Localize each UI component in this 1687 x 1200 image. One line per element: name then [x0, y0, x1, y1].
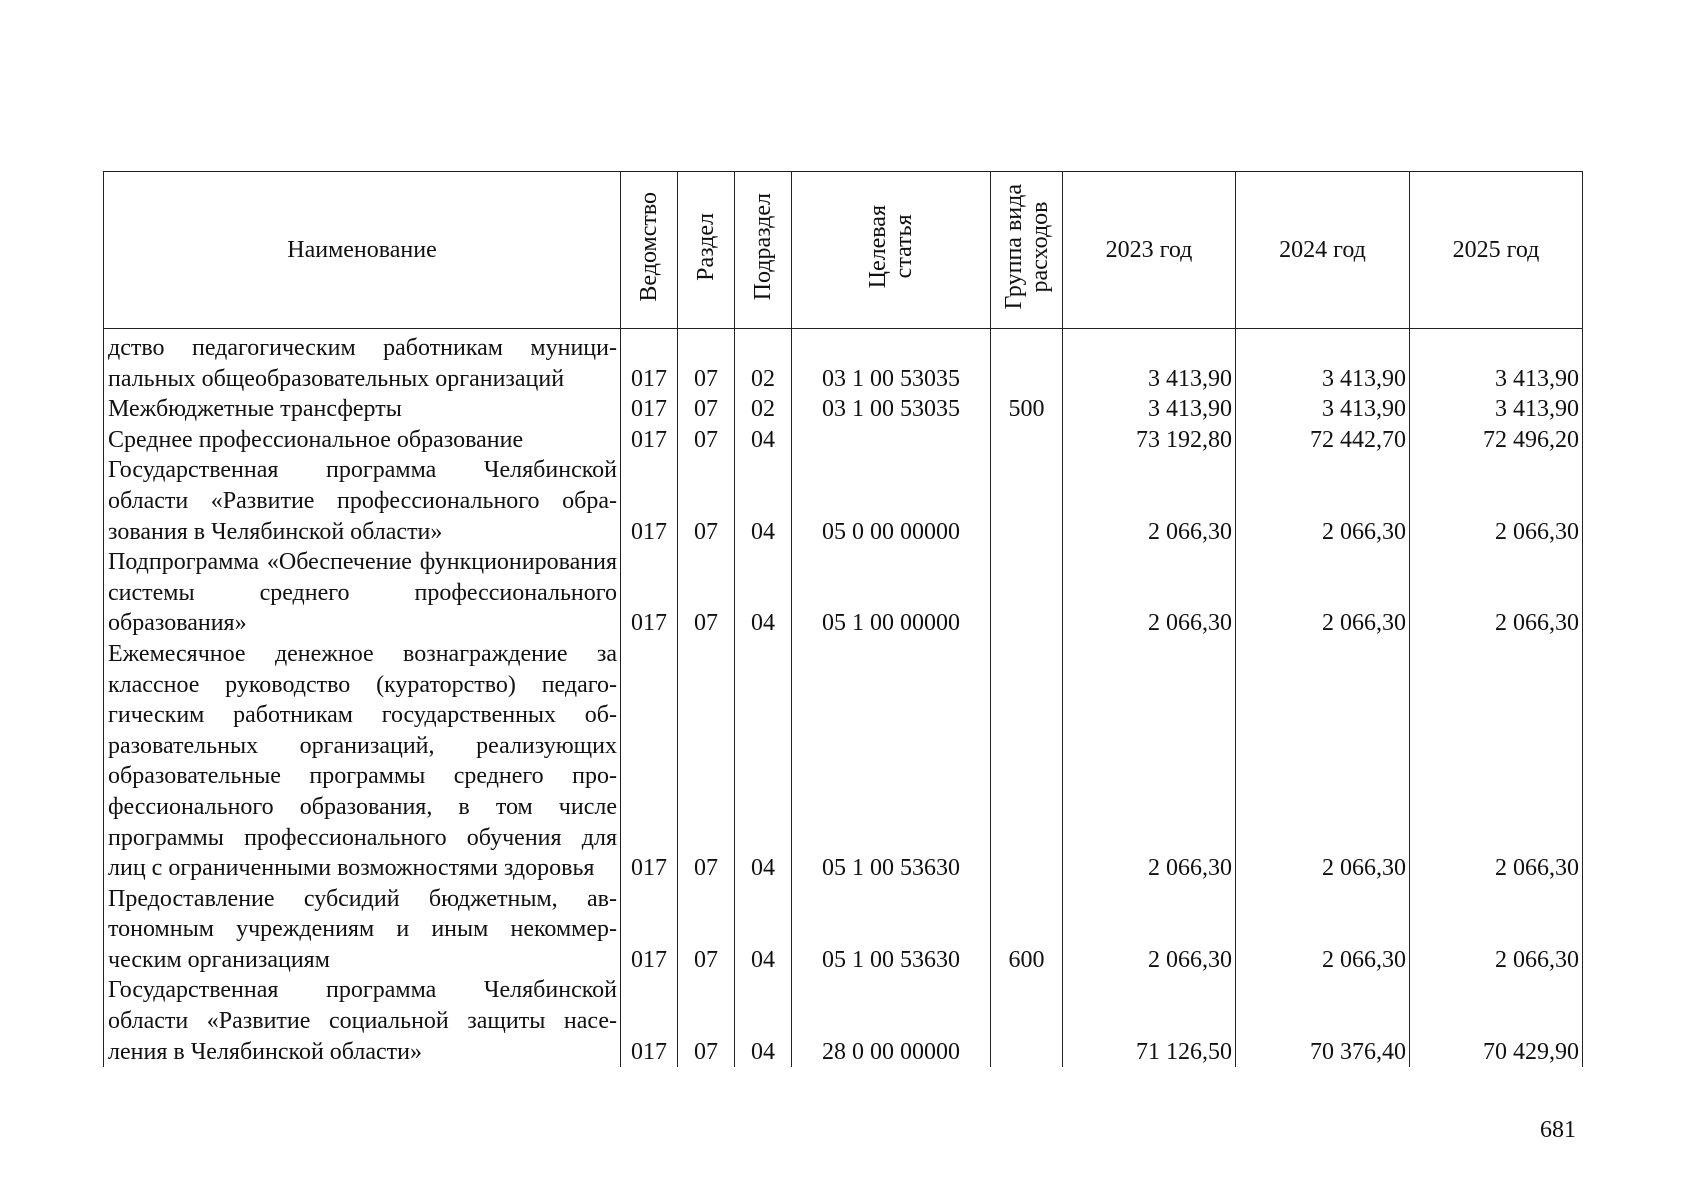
row-amount-2023: 3 413,90: [1063, 394, 1236, 425]
row-department: 017: [621, 455, 678, 547]
row-amount-2024: 3 413,90: [1236, 394, 1410, 425]
row-amount-2024: 2 066,30: [1236, 547, 1410, 639]
row-amount-2023: 71 126,50: [1063, 975, 1236, 1067]
table-row: [104, 455, 1583, 547]
header-target-article: Целевая статья: [792, 172, 991, 329]
row-amount-2024: 70 376,40: [1236, 975, 1410, 1067]
row-expense-group: 600: [991, 884, 1063, 976]
row-amount-2023: 2 066,30: [1063, 547, 1236, 639]
row-target-article: 05 1 00 53630: [792, 884, 991, 976]
row-target-article: 28 0 00 00000: [792, 975, 991, 1067]
row-target-article: 05 1 00 53630: [792, 639, 991, 884]
row-section: 07: [678, 455, 735, 547]
header-year-2023: 2023 год: [1063, 172, 1236, 329]
row-target-article: 03 1 00 53035: [792, 329, 991, 395]
table-row: [104, 547, 1583, 639]
row-section: 07: [678, 329, 735, 395]
table-header-row: [104, 172, 1583, 329]
table-row: [104, 425, 1583, 456]
row-section: 07: [678, 547, 735, 639]
row-target-article: 03 1 00 53035: [792, 394, 991, 425]
header-section: Раздел: [678, 172, 735, 329]
row-expense-group: 500: [991, 394, 1063, 425]
row-name: дство педагогическим работникам муниципальных общеобразовательных организаций: [104, 329, 621, 395]
row-amount-2023: 2 066,30: [1063, 884, 1236, 976]
row-amount-2023: 3 413,90: [1063, 329, 1236, 395]
row-expense-group: [991, 329, 1063, 395]
row-amount-2024: 72 442,70: [1236, 425, 1410, 456]
row-subsection: 04: [735, 639, 792, 884]
row-section: 07: [678, 394, 735, 425]
row-department: 017: [621, 975, 678, 1067]
row-amount-2023: 2 066,30: [1063, 455, 1236, 547]
row-amount-2025: 3 413,90: [1410, 394, 1583, 425]
row-expense-group: [991, 425, 1063, 456]
row-expense-group: [991, 639, 1063, 884]
row-name: Государственная программа Челябинской области «Развитие профессионального образования в Челябинской области»: [104, 455, 621, 547]
header-year-2024: 2024 год: [1236, 172, 1410, 329]
table-row: [104, 639, 1583, 884]
row-department: 017: [621, 425, 678, 456]
row-expense-group: [991, 455, 1063, 547]
row-amount-2023: 73 192,80: [1063, 425, 1236, 456]
row-expense-group: [991, 975, 1063, 1067]
row-name: Межбюджетные трансферты: [104, 394, 621, 425]
row-name: Государственная программа Челябинской области «Развитие социальной защиты населения в Челябинской области»: [104, 975, 621, 1067]
row-subsection: 04: [735, 547, 792, 639]
table-row: [104, 394, 1583, 425]
header-expense-group: Группа вида расходов: [991, 172, 1063, 329]
row-subsection: 02: [735, 394, 792, 425]
header-year-2025: 2025 год: [1410, 172, 1583, 329]
row-amount-2025: 70 429,90: [1410, 975, 1583, 1067]
row-section: 07: [678, 975, 735, 1067]
header-subsection: Подраздел: [735, 172, 792, 329]
row-amount-2025: 3 413,90: [1410, 329, 1583, 395]
row-amount-2024: 3 413,90: [1236, 329, 1410, 395]
budget-table: [103, 171, 1583, 1067]
row-section: 07: [678, 425, 735, 456]
row-amount-2025: 2 066,30: [1410, 884, 1583, 976]
page-number: 681: [1540, 1117, 1576, 1143]
row-amount-2025: 2 066,30: [1410, 455, 1583, 547]
header-name: Наименование: [104, 172, 621, 329]
row-subsection: 04: [735, 884, 792, 976]
row-subsection: 04: [735, 455, 792, 547]
row-amount-2025: 2 066,30: [1410, 639, 1583, 884]
row-department: 017: [621, 394, 678, 425]
header-department: Ведомство: [621, 172, 678, 329]
row-section: 07: [678, 639, 735, 884]
row-target-article: 05 0 00 00000: [792, 455, 991, 547]
row-department: 017: [621, 639, 678, 884]
table-row: [104, 884, 1583, 976]
row-amount-2025: 2 066,30: [1410, 547, 1583, 639]
row-name: Ежемесячное денежное вознаграждение за классное руководство (кураторство) педагогическим работникам государственных образовательных организаций, реализующих образовательные программы среднего профессионального образования, в том числе программы профессионального обучения для лиц с ограниченными возможностями здоровья: [104, 639, 621, 884]
row-amount-2023: 2 066,30: [1063, 639, 1236, 884]
row-department: 017: [621, 329, 678, 395]
row-section: 07: [678, 884, 735, 976]
row-name: Предоставление субсидий бюджетным, автономным учреждениям и иным некоммерческим организациям: [104, 884, 621, 976]
row-amount-2024: 2 066,30: [1236, 639, 1410, 884]
row-subsection: 04: [735, 975, 792, 1067]
row-department: 017: [621, 547, 678, 639]
row-target-article: [792, 425, 991, 456]
row-amount-2025: 72 496,20: [1410, 425, 1583, 456]
row-subsection: 04: [735, 425, 792, 456]
row-amount-2024: 2 066,30: [1236, 884, 1410, 976]
row-name: Среднее профессиональное образование: [104, 425, 621, 456]
table-body: [104, 329, 1583, 1068]
row-name: Подпрограмма «Обеспечение функционирования системы среднего профессионального образования»: [104, 547, 621, 639]
row-department: 017: [621, 884, 678, 976]
row-expense-group: [991, 547, 1063, 639]
row-amount-2024: 2 066,30: [1236, 455, 1410, 547]
table-row: [104, 975, 1583, 1067]
row-subsection: 02: [735, 329, 792, 395]
table-row: [104, 329, 1583, 395]
row-target-article: 05 1 00 00000: [792, 547, 991, 639]
